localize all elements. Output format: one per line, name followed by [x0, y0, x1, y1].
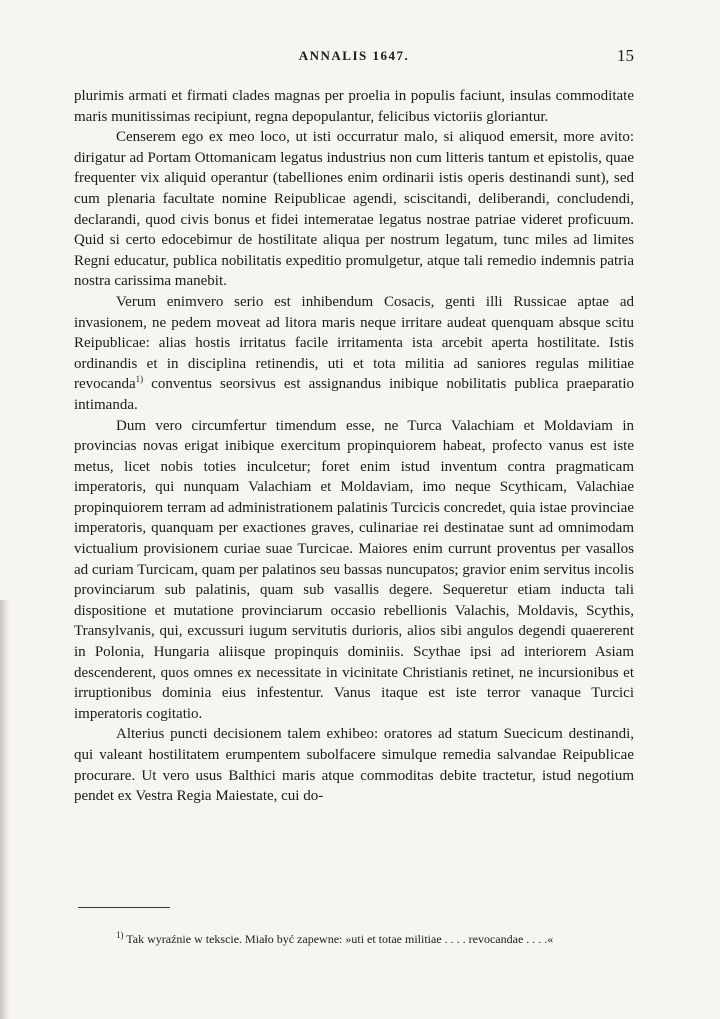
- paragraph-3: [74, 292, 634, 416]
- footnote-text: [78, 930, 634, 949]
- paragraph-5: Alterius puncti decisionem talem exhibeo: oratores ad statum Suecicum destinandi, qui valeant hostilitatem erumpentem subolfacere simulque remedia salvandae Reipublicae procurare. Ut vero usus Balthici maris atque commoditas debite tractetur, istud negotium pendet ex Vestra Regia Maiestate, cui do-: [74, 726, 634, 805]
- page-number: 15: [617, 46, 634, 65]
- body-text: [74, 86, 634, 807]
- footnote-body: Tak wyraźnie w tekscie. Miało być zapewne: »uti et totae militiae . . . . revocandae . . . .«: [123, 932, 554, 946]
- paragraph-4: Dum vero circumfertur timendum esse, ne Turca Valachiam et Moldaviam in provincias novas erigat inibique exercitum propinquiorem habeat, profecto vanus est iste metus, licet nobis toties inculcetur; foret enim istud inventum contra pragmaticam imperatoris, qui nunquam Valachiam et Moldaviam, imo neque Scythicam, Valachiae propinquiorem terram ad administrationem palatinis Turcicis concredet, quia istae provinciae imperatoris, quanquam per exactiones graves, culinariae rei destinatae sunt ad omnimodam victualium provisionem curiae suae Turcicae. Maiores enim currunt proventus per vasallos ad curiam Turcicam, quam per palatinos seu bassas nuncupatos; gravior enim servitus incolis provinciarum sub palatinis, quam sub vasallis degere. Sequeretur etiam inducta tali dispositione et mutatione provinciarum occasio rebellionis Valachis, Moldavis, Scythis, Transylvanis, qui, excussuri iugum servitutis durioris, alios sibi angulos degendi quaererent in Polonia, Hungaria aliisque propinquis dominiis. Scythae ipsi ad interiorem Asiam descenderent, quos omnes ex necessitate in vicinitate Christianis retinet, ne incursionibus et irruptionibus dominia eius infestentur. Vanus itaque est iste terror vanaque Turcici imperatoris cogitatio.: [74, 417, 634, 722]
- running-head: ANNALIS 1647.: [298, 48, 410, 63]
- page-header: [74, 48, 634, 70]
- paragraph-2: Censerem ego ex meo loco, ut isti occurratur malo, si aliquod emersit, more avito: dirigatur ad Portam Ottomanicam legatus industrius non cum litteris tantum et epistolis, quae frequenter vix aliquid operantur (tabelliones enim ordinarii istis operis destinandi sunt), sed cum plenaria facultate nomine Reipublicae agendi, sciscitandi, deliberandi, concludendi, declarandi, quod civis bonus et fidei intemeratae legatus nostrae patriae videret proficuum. Quid si certo edocebimur de hostilitate aliqua per nostrum legatum, tunc miles ad limites Regni educatur, publica nobilitatis expeditio promulgetur, atque tali remedio indemnis patria nostra carissima manebit.: [74, 129, 634, 290]
- footnote-marker: 1): [116, 930, 124, 940]
- paragraph-1: plurimis armati et firmati clades magnas per proelia in populis faciunt, insulas commoditate maris munitissimas recipiunt, regna depopulantur, felicibus victoriis gloriantur.: [74, 88, 634, 125]
- paragraph-3-text-after: conventus seorsivus est assignandus inibique nobilitatis publica praeparatio intimanda.: [74, 376, 634, 413]
- footnote: [78, 930, 634, 949]
- paragraph-3-text-before: Verum enimvero serio est inhibendum Cosacis, genti illi Russicae aptae ad invasionem, ne pedem moveat ad litora maris neque irritare audeat quenquam absque scitu Reipublicae: alias hostis irritatus facile irritamenta ista arcebit aperta hostilitate. Istis ordinandis et in disciplina retinendis, uti et tota militia ad saniores regulas militiae revocanda: [74, 293, 634, 393]
- footnote-reference: 1): [135, 374, 144, 385]
- footnote-divider: [78, 907, 170, 908]
- binding-shadow: [0, 600, 10, 1019]
